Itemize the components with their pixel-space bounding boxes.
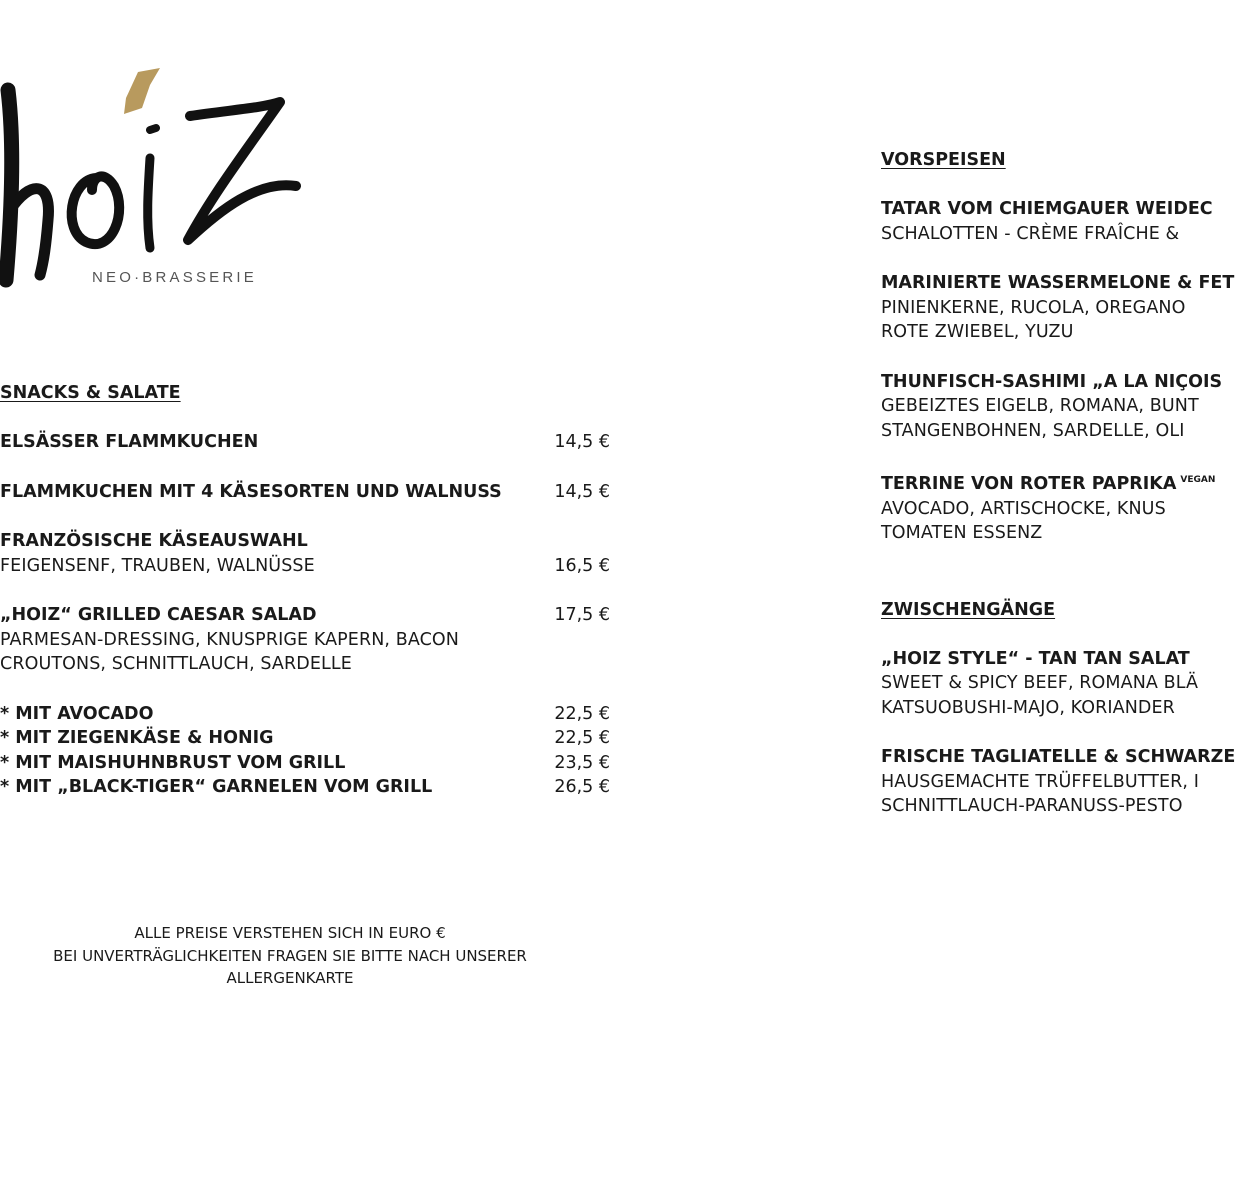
addon-price: 22,5 €: [554, 703, 610, 724]
addon-name: * MIT ZIEGENKÄSE & HONIG: [0, 728, 274, 748]
addon-name: * MIT „BLACK-TIGER“ GARNELEN VOM GRILL: [0, 777, 433, 797]
notice-line: ALLERGENKARTE: [226, 969, 354, 987]
menu-item: [0, 480, 620, 505]
menu-item: [0, 603, 620, 677]
dish-description: PINIENKERNE, RUCOLA, OREGANO: [881, 297, 1186, 318]
notice-line: BEI UNVERTRÄGLICHKEITEN FRAGEN SIE BITTE NACH UNSERER: [53, 946, 527, 965]
dish-name-text: MARINIERTE WASSERMELONE & FET: [881, 273, 1235, 293]
dish-name: [881, 745, 1235, 770]
dish-name-text: „HOIZ STYLE“ - TAN TAN SALAT: [881, 648, 1190, 669]
section-heading-vorspeisen: VORSPEISEN: [881, 150, 1006, 170]
addon-price: 22,5 €: [554, 728, 610, 748]
right-menu-column: [881, 148, 1235, 844]
dish-name: [881, 271, 1235, 296]
addon-name: * MIT MAISHUHNBRUST VOM GRILL: [0, 752, 346, 773]
dish-description: KATSUOBUSHI-MAJO, KORIANDER: [881, 697, 1175, 718]
dish-name: ELSÄSSER FLAMMKUCHEN: [0, 432, 259, 452]
menu-item: [881, 647, 1200, 721]
addon-item: [0, 702, 620, 727]
dish-description: STANGENBOHNEN, SARDELLE, OLI: [881, 420, 1185, 441]
dish-description: SWEET & SPICY BEEF, ROMANA BLÄ: [881, 673, 1199, 693]
menu-item: [881, 197, 1213, 246]
notice-line: ALLE PREISE VERSTEHEN SICH IN EURO €: [134, 924, 446, 942]
logo-subtitle: NEO·BRASSERIE: [92, 269, 257, 286]
dish-name-text: FRISCHE TAGLIATELLE & SCHWARZE: [881, 747, 1235, 767]
vegan-badge: VEGAN: [1180, 475, 1216, 485]
addon-price: 26,5 €: [554, 777, 610, 797]
dish-name: [881, 468, 1216, 497]
dish-price: 17,5 €: [554, 605, 610, 625]
dish-price: 16,5 €: [554, 555, 610, 576]
dish-description: SCHALOTTEN - CRÈME FRAÎCHE &: [881, 223, 1180, 244]
section-heading-zwischengaenge: ZWISCHENGÄNGE: [881, 599, 1056, 620]
dish-name-text: TERRINE VON ROTER PAPRIKA: [881, 474, 1177, 494]
menu-item: [881, 745, 1235, 819]
dish-name-text: TATAR VOM CHIEMGAUER WEIDEC: [881, 199, 1213, 219]
dish-description: FEIGENSENF, TRAUBEN, WALNÜSSE: [0, 555, 315, 576]
addon-price: 23,5 €: [554, 752, 610, 773]
dish-name-text: THUNFISCH-SASHIMI „A LA NIÇOIS: [881, 371, 1223, 392]
dish-description: ROTE ZWIEBEL, YUZU: [881, 322, 1074, 342]
dish-name: „HOIZ“ GRILLED CAESAR SALAD: [0, 605, 317, 625]
dish-name: [881, 197, 1213, 222]
addon-item: [0, 751, 620, 776]
dish-name: [881, 370, 1223, 395]
addon-name: * MIT AVOCADO: [0, 703, 154, 724]
addon-item: [0, 726, 620, 751]
dish-description: PARMESAN-DRESSING, KNUSPRIGE KAPERN, BACON: [0, 629, 459, 650]
menu-item: [881, 271, 1235, 345]
dish-description: SCHNITTLAUCH-PARANUSS-PESTO: [881, 796, 1183, 816]
section-heading-snacks: SNACKS & SALATE: [0, 383, 181, 403]
dish-name: [881, 647, 1200, 672]
dish-description: AVOCADO, ARTISCHOCKE, KNUS: [881, 498, 1166, 519]
dish-name: FLAMMKUCHEN MIT 4 KÄSESORTEN UND WALNUSS: [0, 481, 502, 502]
dish-name: FRANZÖSISCHE KÄSEAUSWAHL: [0, 531, 308, 551]
menu-item: [0, 529, 620, 578]
dish-description: HAUSGEMACHTE TRÜFFELBUTTER, I: [881, 771, 1200, 792]
price-notice: [0, 922, 580, 990]
dish-description: CROUTONS, SCHNITTLAUCH, SARDELLE: [0, 654, 352, 674]
snacks-salate-section: [0, 381, 620, 800]
menu-item: [0, 430, 620, 455]
dish-price: 14,5 €: [554, 432, 610, 452]
brand-logo: [0, 30, 310, 286]
dish-price: 14,5 €: [554, 481, 610, 502]
menu-item: [881, 370, 1223, 444]
menu-item: [881, 468, 1216, 546]
dish-description: GEBEIZTES EIGELB, ROMANA, BUNT: [881, 396, 1199, 416]
dish-description: TOMATEN ESSENZ: [881, 523, 1043, 543]
addon-item: [0, 775, 620, 800]
